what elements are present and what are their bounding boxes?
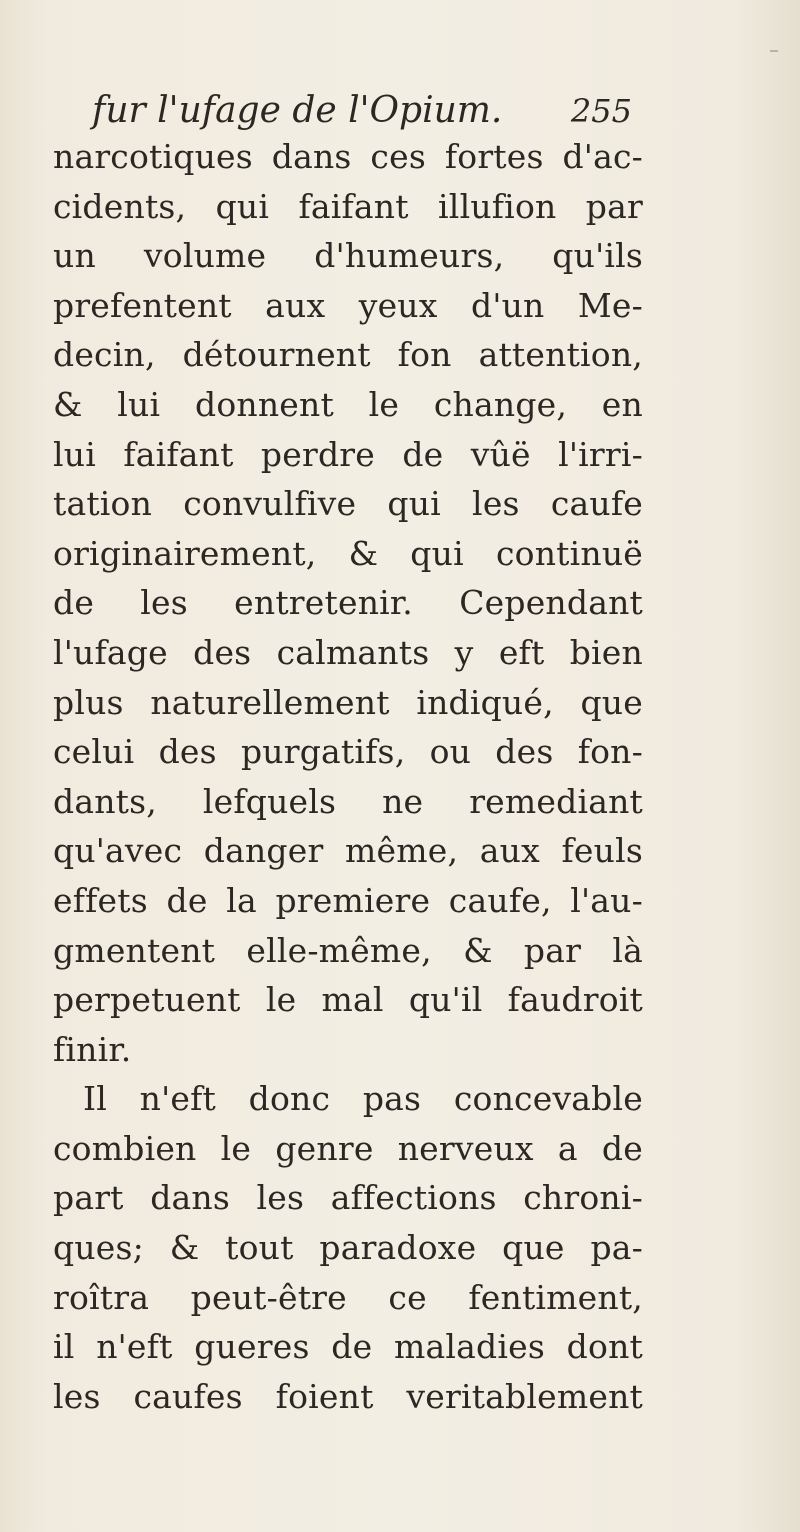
text-line: effets de la premiere caufe, l'au- bbox=[53, 880, 643, 920]
text-line: plus naturellement indiqué, que bbox=[53, 682, 643, 722]
body-text bbox=[53, 132, 643, 1421]
text-line: decin, détournent fon attention, bbox=[53, 335, 643, 375]
text-line: il n'eft gueres de maladies dont bbox=[53, 1327, 643, 1367]
text-line: part dans les affections chroni- bbox=[53, 1178, 643, 1218]
text-line: celui des purgatifs, ou des fon- bbox=[53, 732, 643, 772]
text-line: gmentent elle-même, & par là bbox=[53, 930, 643, 970]
text-line: cidents, qui faifant illufion par bbox=[53, 186, 643, 226]
text-line: & lui donnent le change, en bbox=[53, 384, 643, 424]
page-number: 255 bbox=[570, 92, 632, 130]
text-line: de les entretenir. Cependant bbox=[53, 583, 643, 623]
text-line: tation convulfive qui les caufe bbox=[53, 484, 643, 524]
text-line: prefentent aux yeux d'un Me- bbox=[53, 285, 643, 325]
text-line: originairement, & qui continuë bbox=[53, 533, 643, 573]
text-line: lui faifant perdre de vûë l'irri- bbox=[53, 434, 643, 474]
text-line: dants, lefquels ne remediant bbox=[53, 781, 643, 821]
page-header bbox=[92, 86, 632, 136]
text-line: finir. bbox=[53, 1029, 132, 1069]
text-line: perpetuent le mal qu'il faudroit bbox=[53, 980, 643, 1020]
text-line: les caufes foient veritablement bbox=[53, 1376, 643, 1416]
text-line: qu'avec danger même, aux feuls bbox=[53, 831, 643, 871]
text-line: narcotiques dans ces fortes d'ac- bbox=[53, 137, 643, 176]
paragraph-start-line: Il n'eft donc pas concevable bbox=[83, 1079, 643, 1119]
text-line: roîtra peut-être ce fentiment, bbox=[53, 1277, 643, 1317]
paper-speck bbox=[770, 50, 778, 52]
text-line: l'ufage des calmants y eft bien bbox=[53, 632, 643, 672]
text-line: un volume d'humeurs, qu'ils bbox=[53, 236, 643, 276]
text-line: combien le genre nerveux a de bbox=[53, 1128, 643, 1168]
text-line: ques; & tout paradoxe que pa- bbox=[53, 1228, 643, 1268]
running-head: fur l'ufage de l'Opium. bbox=[92, 90, 503, 131]
